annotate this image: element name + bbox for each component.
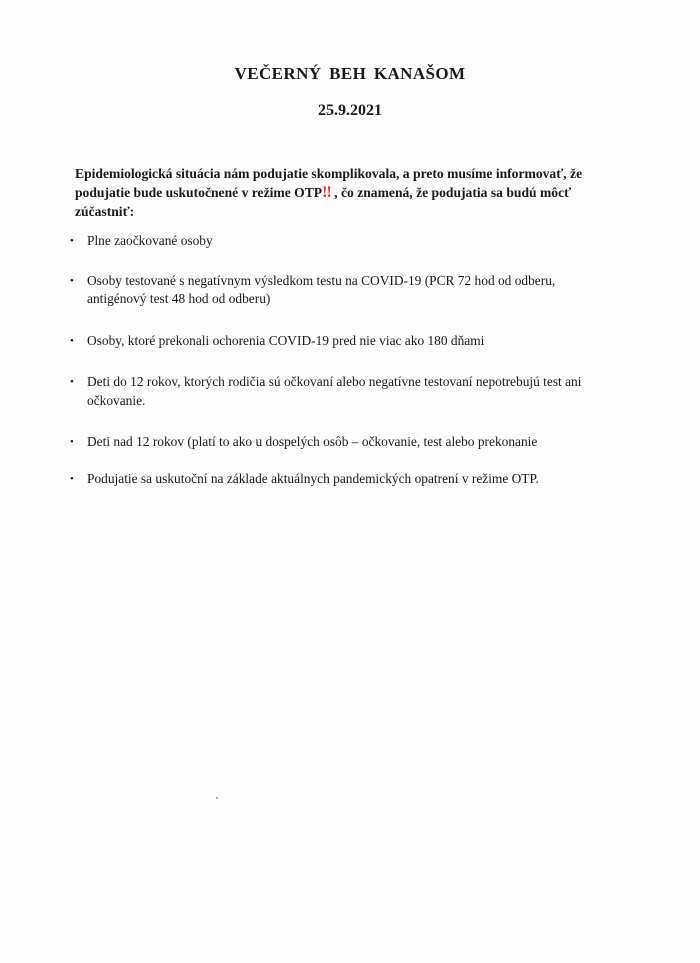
requirements-list — [70, 232, 590, 510]
list-item — [70, 433, 590, 452]
list-item-text: Osoby testované s negatívnym výsledkom testu na COVID-19 (PCR 72 hod od odberu, antigénový test 48 hod od odberu) — [87, 272, 556, 306]
bullet-icon: • — [70, 376, 74, 388]
list-item-text: Osoby, ktoré prekonali ochorenia COVID-19 pred nie viac ako 180 dňami — [87, 332, 485, 348]
bullet-icon: • — [70, 334, 74, 347]
intro-paragraph — [75, 164, 595, 221]
list-item-text: Podujatie sa uskutoční na základe aktuálnych pandemických opatrení v režime OTP. — [87, 470, 539, 486]
scan-speck — [216, 797, 218, 799]
list-item — [70, 470, 590, 489]
list-item — [70, 373, 590, 410]
list-item-text: Deti nad 12 rokov (platí to ako u dospelých osôb – očkovanie, test alebo prekonanie — [87, 434, 538, 449]
double-exclamation-icon: ‼ — [322, 184, 331, 201]
bullet-icon: • — [70, 436, 74, 448]
document-title: VEČERNÝ BEH KANAŠOM — [234, 64, 466, 83]
list-item — [70, 332, 590, 351]
intro-text-end: , čo znamená, že podujatia sa budú môcť zúčastniť: — [75, 185, 572, 219]
bullet-icon: • — [70, 274, 74, 287]
list-item-text: Deti do 12 rokov, ktorých rodičia sú očkovaní alebo negatívne testovaní nepotrebujú test ani očkovanie. — [87, 374, 582, 408]
bullet-icon: • — [70, 472, 74, 485]
event-date: 25.9.2021 — [318, 102, 382, 119]
intro-text-start: Epidemiologická situácia nám podujatie skomplikovala, a preto musíme informovať, že podujatie bude uskutočnené v režime OTP — [75, 166, 583, 200]
list-item — [70, 232, 590, 251]
list-item — [70, 272, 590, 309]
list-item-text: Plne zaočkované osoby — [87, 233, 213, 248]
bullet-icon: • — [70, 235, 74, 247]
